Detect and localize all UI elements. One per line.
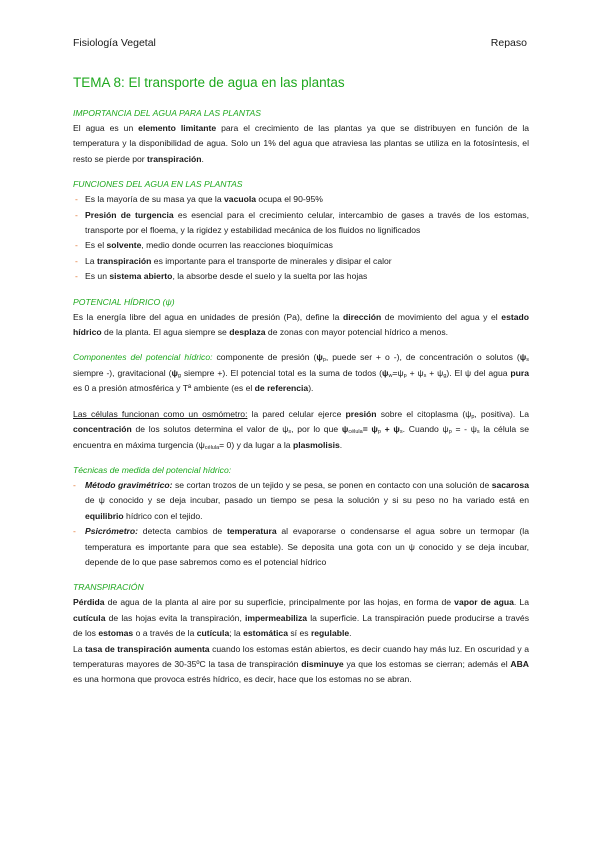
section-heading-tecnicas: Técnicas de medida del potencial hídrico: [73, 464, 232, 475]
paragraph-tasa: La tasa de transpiración aumenta cuando los estomas están abiertos, es decir cuando hay más luz. En oscuridad y a temperaturas mayores de 30-35ºC la tasa de transpiración disminuye ya que los estomas se cierran; además el ABA es una hormona que provoca estrés hídrico, es decir, hace que los estomas no se abran. [73, 643, 529, 685]
paragraph-osmometro: Las células funcionan como un osmómetro: la pared celular ejerce presión sobre el citoplasma ($\psi_p$, positiva). La concentración de los solutos determina el valor de $\psi_s$, por lo que $\psi_{célula}= \psi_p + \psi_s$. Cuando $\psi_p$ = - $\psi_s$ la célula se encuentra en máxima turgencia $(\psi_{célula}= 0)$ y da lugar a la plasmolisis. [73, 408, 529, 451]
section-heading-funciones: FUNCIONES DEL AGUA EN LAS PLANTAS [73, 179, 243, 190]
paragraph-importancia: El agua es un elemento limitante para el crecimiento de las plantas ya que se distribuyen en función de la temperatura y la disponibilidad de agua. Solo un 1% del agua que atraviesa las plantas se utiliza en la fotosíntesis, el resto se pierde por transpiración. [73, 123, 530, 164]
section-heading-importancia: IMPORTANCIA DEL AGUA PARA LAS PLANTAS [73, 108, 261, 118]
list-funciones [73, 192, 529, 284]
list-item: - Es la mayoría de su masa ya que la vacuola ocupa el 90-95% [73, 192, 529, 207]
document-body [73, 74, 529, 688]
list-item: - La transpiración es importante para el transporte de minerales y disipar el calor [73, 254, 529, 269]
section-heading-transpiracion: TRANSPIRACIÓN [73, 582, 144, 593]
paragraph-potencial: Es la energía libre del agua en unidades de presión (Pa), define la dirección de movimiento del agua y el estado hídrico de la planta. El agua siempre se desplaza de zonas con mayor potencial hídrico a menos. [73, 311, 529, 338]
list-item: - Es un sistema abierto, la absorbe desde el suelo y la suelta por las hojas [73, 269, 529, 284]
paragraph-componentes: Componentes del potencial hídrico: componente de presión ($\psi_p$, puede ser + o -), de concentración o solutos ($\psi_s$ siempre -), gravitacional ($\psi_g$ siempre +). El potencial total es la suma de todos $(\psi_w=\psi_p + \psi_s + \psi_g)$. El ψ del agua pura es 0 a presión atmosférica y Tª ambiente (es el de referencia). [73, 352, 530, 394]
list-item: - Método gravimétrico: se cortan trozos de un tejido y se pesa, se ponen en contacto con una solución de sacarosa de ψ conocido y se deja incubar, pasado un tiempo se pesa la solución y si su peso no ha variado está en equilibrio hídrico con el tejido. [73, 478, 529, 524]
list-item: - Presión de turgencia es esencial para el crecimiento celular, intercambio de gases a través de los estomas, transporte por el floema, y la rigidez y estabilidad mecánica de los fluidos no lignificados [73, 208, 529, 239]
header-course: Fisiología Vegetal [73, 37, 156, 49]
page-title: TEMA 8: El transporte de agua en las plantas [73, 75, 345, 90]
paragraph-transpiracion: Pérdida de agua de la planta al aire por su superficie, principalmente por las hojas, en forma de vapor de agua. La cutícula de las hojas evita la transpiración, impermeabiliza la superficie. La transpiración puede producirse a través de los estomas o a través de la cutícula; la estomática sí es regulable. [73, 597, 530, 639]
list-item: - Es el solvente, medio donde ocurren las reacciones bioquímicas [73, 238, 529, 253]
list-tecnicas [73, 478, 529, 570]
list-item: - Psicrómetro: detecta cambios de temperatura al evaporarse o condensarse el agua sobre un termopar (la temperatura es importante para que sea estable). Se deposita una gota con un ψ conocido y se deja incubar, depende de lo que pase sabremos como es el potencial hídrico [73, 524, 529, 570]
section-heading-potencial: POTENCIAL HÍDRICO (ψ) [73, 296, 175, 307]
header-label: Repaso [490, 37, 527, 49]
